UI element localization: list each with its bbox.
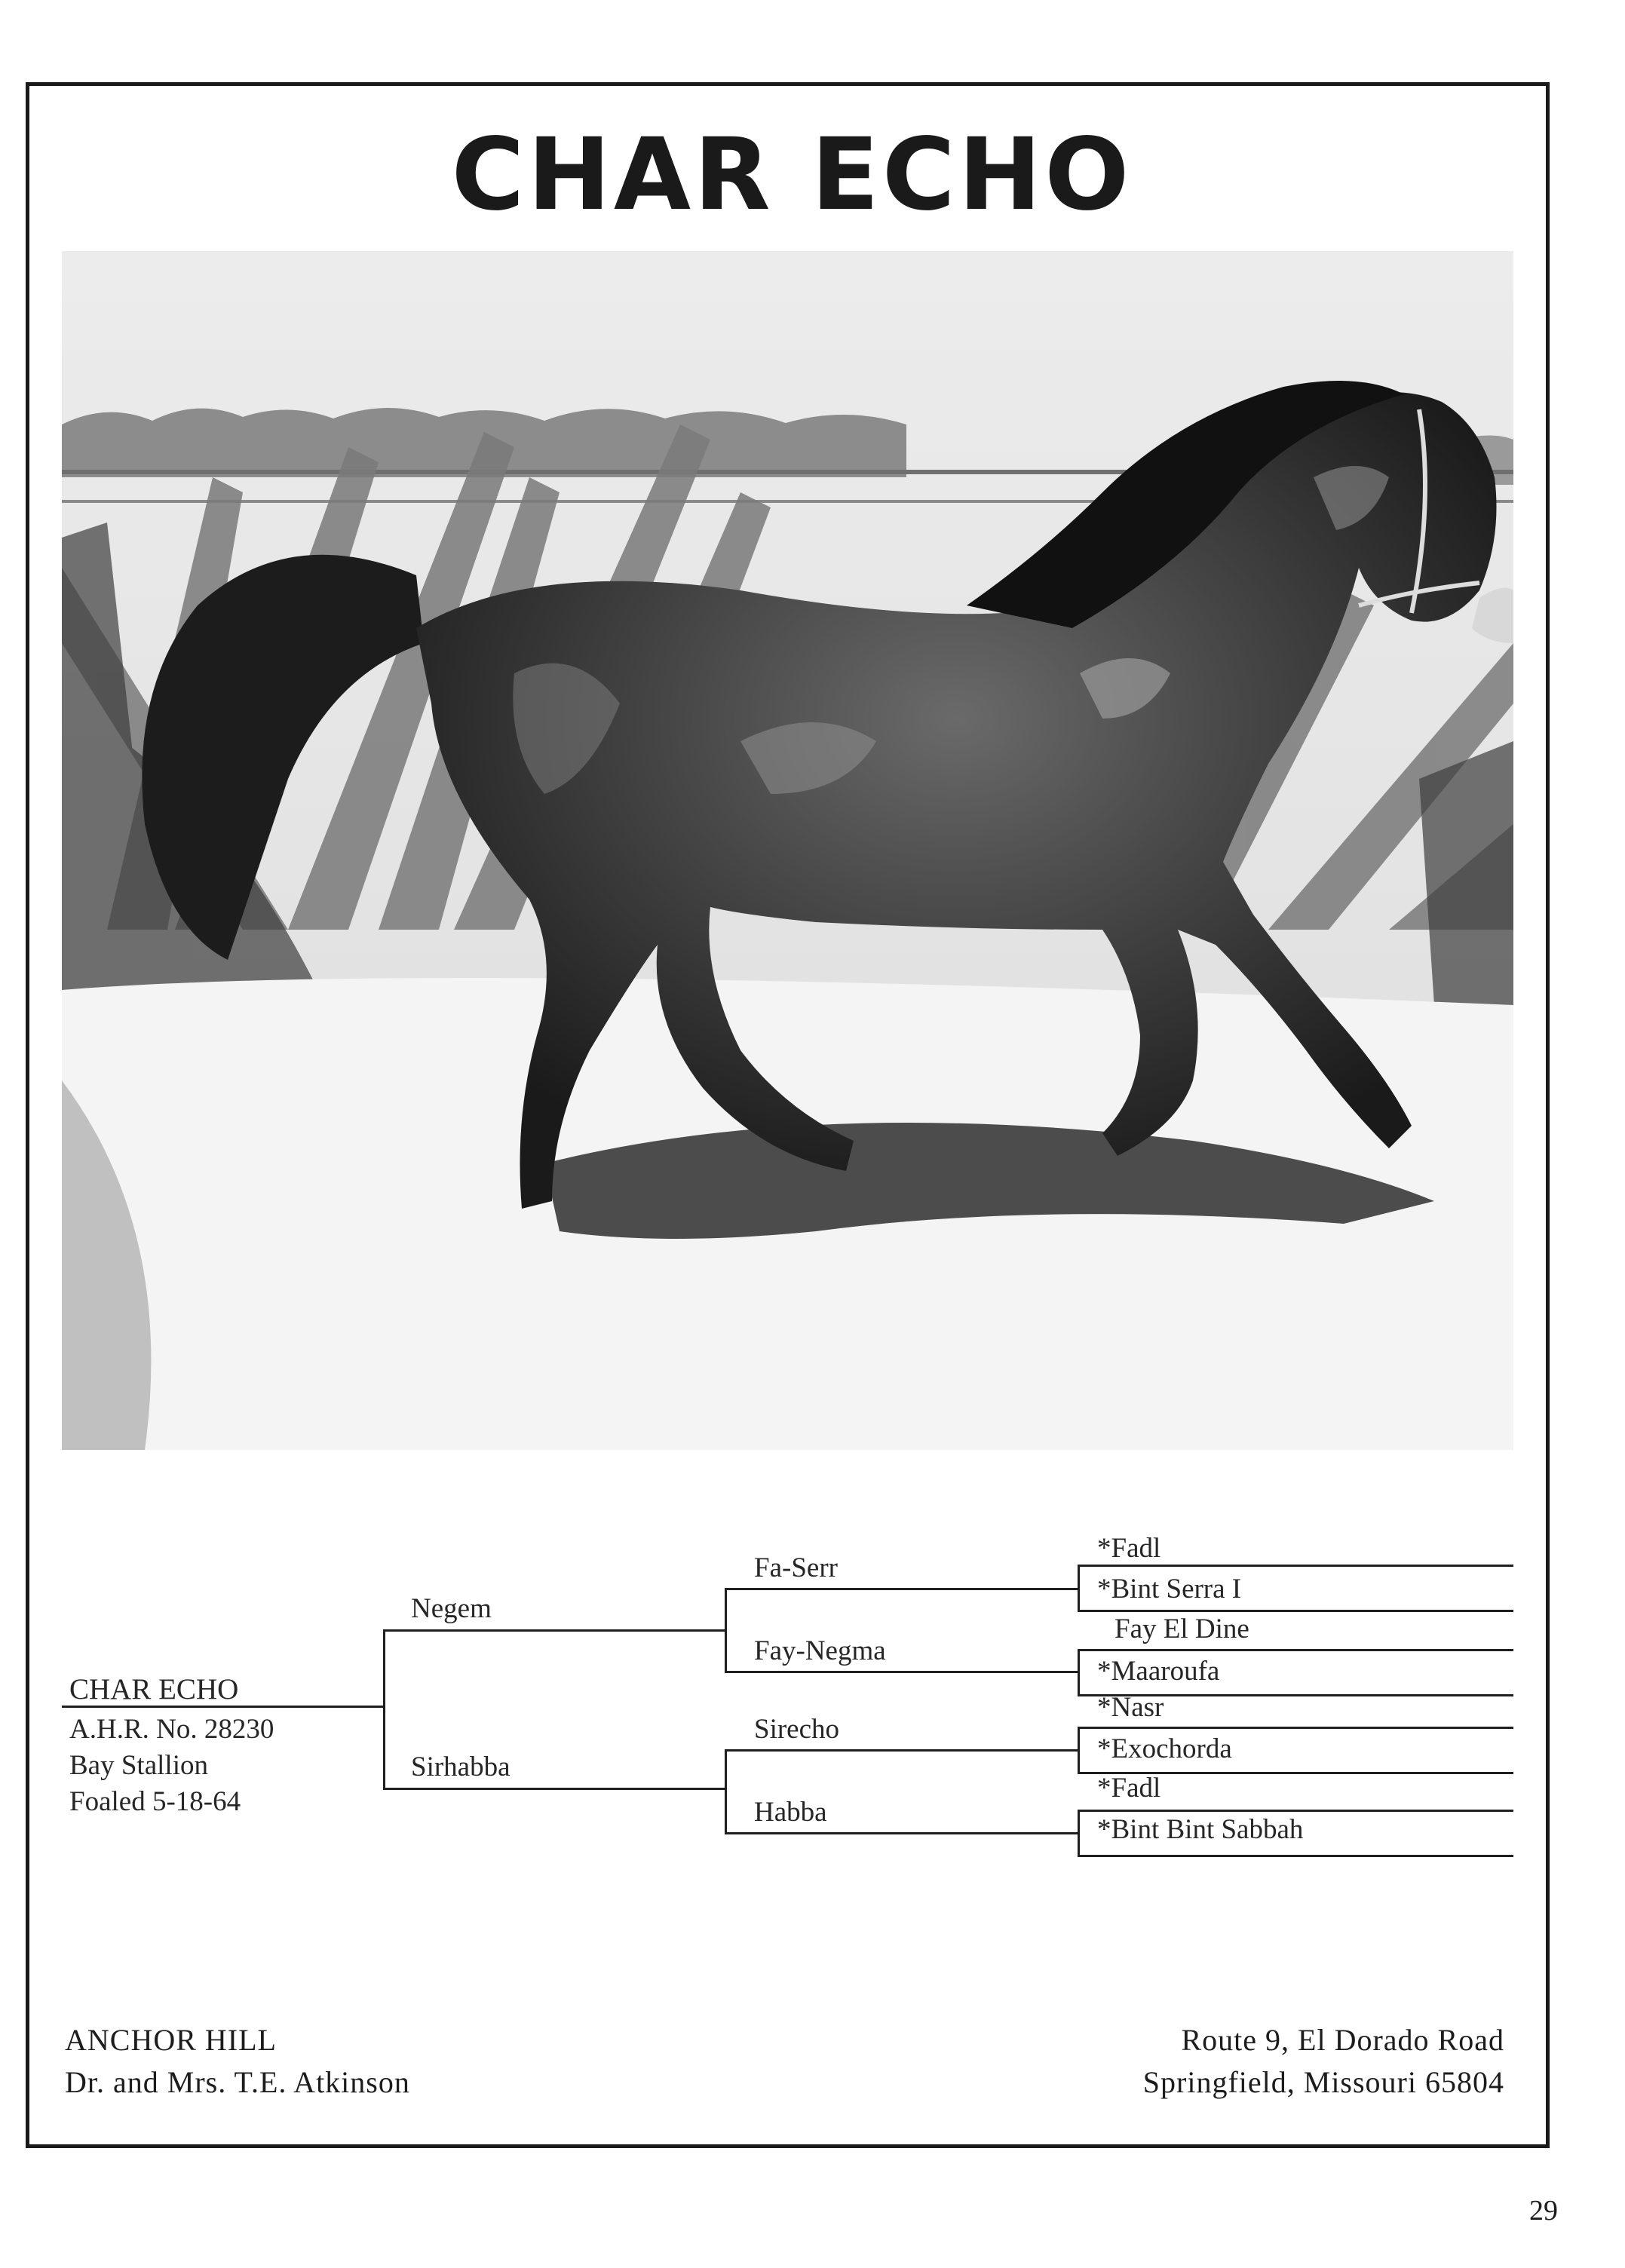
sire-dam-name: Fay-Negma (754, 1635, 886, 1666)
horse-name: CHAR ECHO (69, 1673, 239, 1706)
line-g3-0 (1078, 1565, 1513, 1567)
g3-ancestor-7: *Fadl (1097, 1773, 1161, 1804)
g3-ancestor-3: Fay El Dine (1115, 1614, 1249, 1644)
sire-sire-name: Fa-Serr (754, 1552, 838, 1583)
sire-name: Negem (411, 1593, 492, 1624)
line-dam (383, 1788, 726, 1790)
line-g3-6 (1078, 1810, 1513, 1812)
footer-owner (65, 2019, 410, 2104)
dam-sire-name: Sirecho (754, 1714, 840, 1745)
g3-ancestor-1: *Fadl (1097, 1533, 1161, 1564)
g3-ancestor-5: *Nasr (1097, 1692, 1164, 1723)
g3-ancestor-4: *Maaroufa (1097, 1656, 1220, 1687)
horse-photo (62, 251, 1513, 1450)
bracket-gen2-dam (725, 1749, 727, 1834)
horse-description: Bay Stallion (69, 1750, 208, 1781)
line-dam-dam (725, 1832, 1079, 1834)
bracket-gen1 (383, 1629, 385, 1789)
bracket-gen3-4 (1078, 1810, 1080, 1856)
line-g3-1 (1078, 1610, 1513, 1612)
line-g3-7 (1078, 1855, 1513, 1857)
g3-ancestor-6: *Exochorda (1097, 1733, 1232, 1764)
g3-ancestor-2: *Bint Serra I (1097, 1574, 1242, 1604)
address-line-2: Springfield, Missouri 65804 (1142, 2065, 1504, 2099)
dam-name: Sirhabba (411, 1752, 510, 1782)
line-g3-2 (1078, 1649, 1513, 1651)
foaled-date: Foaled 5-18-64 (69, 1786, 241, 1817)
bracket-gen3-2 (1078, 1649, 1080, 1696)
bracket-gen3-1 (1078, 1565, 1080, 1611)
line-g3-4 (1078, 1727, 1513, 1729)
registration-number: A.H.R. No. 28230 (69, 1714, 274, 1745)
line-sire (383, 1629, 726, 1632)
bracket-gen3-3 (1078, 1727, 1080, 1773)
line-dam-sire (725, 1749, 1079, 1752)
horse-name-underline (62, 1706, 385, 1708)
bracket-gen2-sire (725, 1588, 727, 1672)
line-sire-dam (725, 1671, 1079, 1673)
farm-name: ANCHOR HILL (65, 2023, 277, 2057)
page-title: CHAR ECHO (451, 117, 1133, 233)
line-sire-sire (725, 1588, 1079, 1590)
address-line-1: Route 9, El Dorado Road (1181, 2023, 1504, 2057)
dam-dam-name: Habba (754, 1797, 827, 1828)
page-number: 29 (1529, 2195, 1558, 2227)
owner-names: Dr. and Mrs. T.E. Atkinson (65, 2065, 410, 2099)
footer-address (1143, 2019, 1504, 2104)
g3-ancestor-8: *Bint Bint Sabbah (1097, 1814, 1304, 1845)
